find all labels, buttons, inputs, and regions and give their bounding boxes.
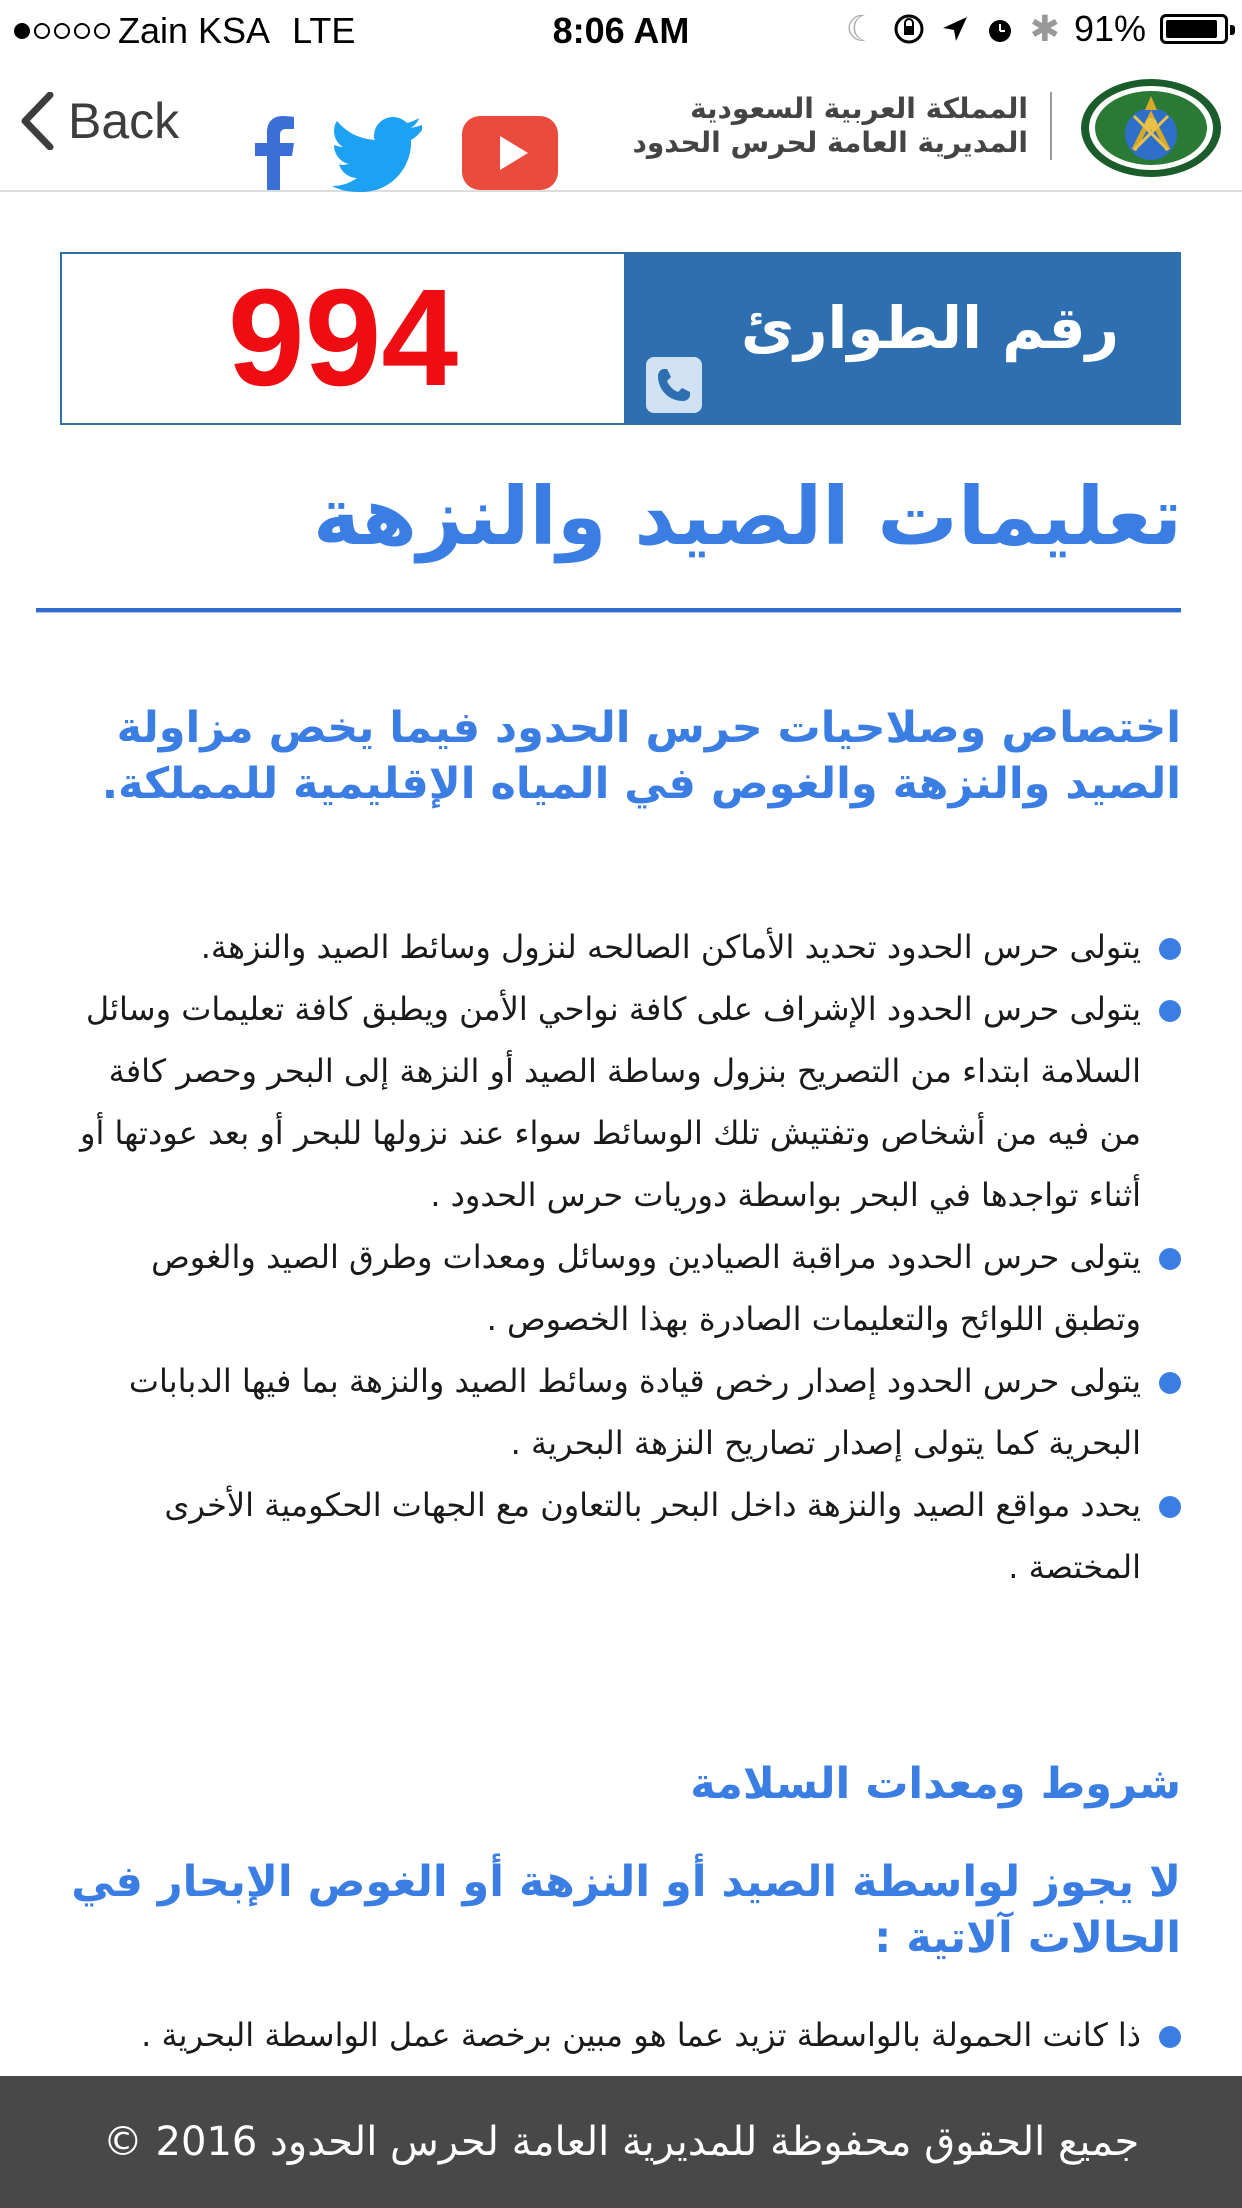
facebook-icon[interactable] [250, 116, 296, 190]
bullet-dot [1159, 938, 1181, 960]
bullet-dot [1159, 1248, 1181, 1270]
moon-icon: ☾ [845, 8, 878, 49]
page-title: تعليمات الصيد والنزهة [312, 470, 1182, 563]
list-item: يتولى حرس الحدود الإشراف على كافة نواحي الأمن ويطبق كافة تعليمات وسائل السلامة ابتداء من التصريح بنزول وساطة الصيد أو النزهة إلى البحر وحصر كافة من فيه من أشخاص وتفتيش تلك الوسائط سواء عند نزولها للبحر أو بعد عودتها أو أثناء تواجدها في البحر بواسطة دوريات حرس الحدود . [60, 978, 1181, 1226]
list-item: ذا كانت الحمولة بالواسطة تزيد عما هو مبين برخصة عمل الواسطة البحرية . [60, 2004, 1181, 2066]
location-arrow-icon [940, 14, 970, 44]
list-item: يتولى حرس الحدود مراقبة الصيادين ووسائل ومعدات وطرق الصيد والغوص وتطبق اللوائح والتعليمات الصادرة بهذا الخصوص . [60, 1226, 1181, 1350]
section-heading-prohibitions: لا يجوز لواسطة الصيد أو النزهة أو الغوص الإبحار في الحالات آلاتية : [71, 1857, 1181, 1963]
emergency-banner[interactable] [60, 252, 1181, 425]
org-line-country: المملكة العربية السعودية [690, 92, 1028, 125]
network-type: LTE [292, 10, 356, 51]
youtube-icon[interactable] [462, 116, 558, 190]
bullet-dot [1159, 2026, 1181, 2048]
footer-copyright: جميع الحقوق محفوظة للمديرية العامة لحرس الحدود 2016 © [0, 2076, 1242, 2208]
emergency-label: رقم الطوارئ [741, 294, 1119, 362]
bluetooth-icon: ✱ [1029, 8, 1060, 49]
org-line-directorate: المديرية العامة لحرس الحدود [632, 126, 1028, 159]
bullet-dot [1159, 1372, 1181, 1394]
list-item: يتولى حرس الحدود إصدار رخص قيادة وسائط الصيد والنزهة بما فيها الدبابات البحرية كما يتولى إصدار تصاريح النزهة البحرية . [60, 1350, 1181, 1474]
phone-icon [646, 357, 702, 413]
bullet-dot [1159, 1000, 1181, 1022]
list-item: يتولى حرس الحدود تحديد الأماكن الصالحه لنزول وسائط الصيد والنزهة. [60, 916, 1181, 978]
carrier-name: Zain KSA [118, 10, 271, 51]
section-heading-jurisdiction: اختصاص وصلاحيات حرس الحدود فيما يخص مزاولة الصيد والنزهة والغوص في المياه الإقليمية للمملكة. [101, 703, 1181, 809]
alarm-icon [984, 13, 1016, 45]
jurisdiction-list [60, 916, 1181, 1598]
orientation-lock-icon [892, 12, 926, 46]
organization-name [633, 92, 1052, 160]
back-button[interactable] [20, 92, 179, 150]
title-divider [36, 608, 1181, 613]
prohibitions-list [60, 2004, 1181, 2066]
battery-percent: 91% [1073, 8, 1146, 49]
header-bar [0, 72, 1242, 192]
back-chevron-icon [20, 92, 54, 150]
battery-icon [1160, 14, 1228, 44]
status-bar [0, 0, 1242, 62]
twitter-icon[interactable] [332, 116, 424, 192]
emergency-number[interactable]: 994 [227, 261, 459, 415]
emblem-logo [1078, 76, 1224, 180]
back-label: Back [68, 93, 180, 149]
bullet-dot [1159, 1496, 1181, 1518]
status-time: 8:06 AM [552, 10, 690, 51]
list-item: يحدد مواقع الصيد والنزهة داخل البحر بالتعاون مع الجهات الحكومية الأخرى المختصة . [60, 1474, 1181, 1598]
section-heading-safety: شروط ومعدات السلامة [690, 1759, 1181, 1809]
status-right [845, 8, 1228, 50]
emergency-label-panel [624, 254, 1179, 423]
